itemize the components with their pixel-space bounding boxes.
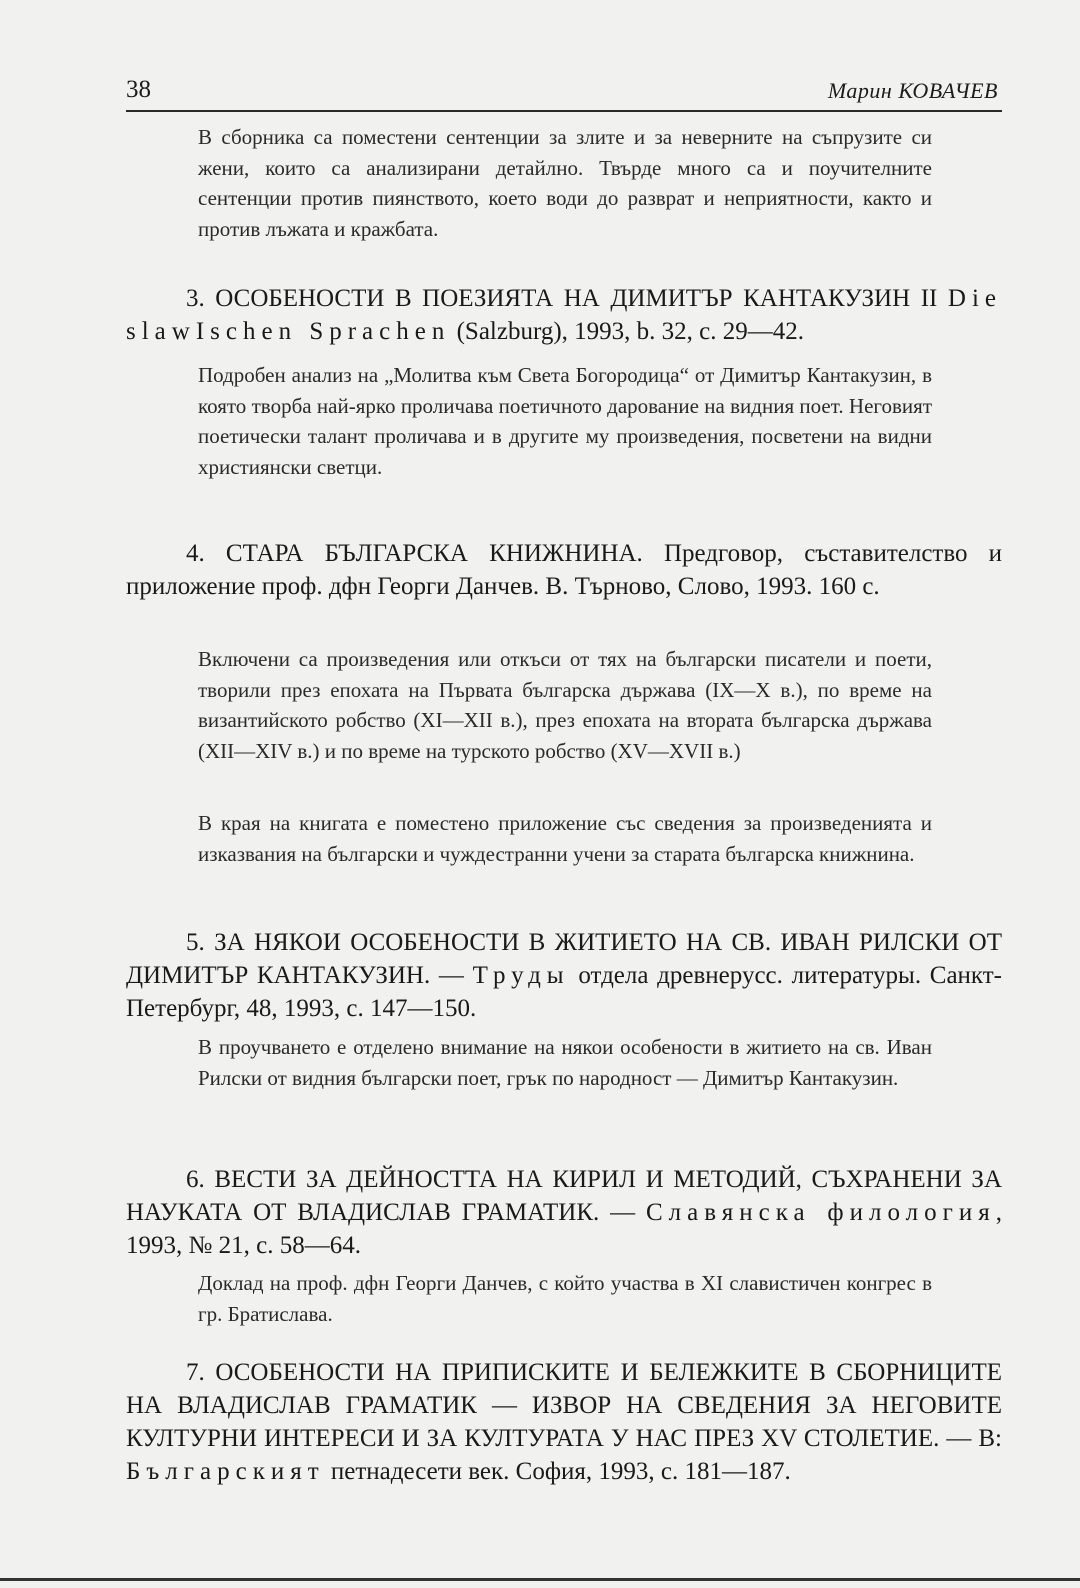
entry-6-annotation: Доклад на проф. дфн Георги Данчев, с който участва в XI славистичен конгрес в гр. Братислава. [198, 1271, 932, 1326]
entry-title: 3. ОСОБЕНОСТИ В ПОЕЗИЯТА НА ДИМИТЪР КАНТАКУЗИН II [186, 285, 938, 312]
bibliography-entry-6 [126, 1163, 1002, 1262]
entry-citation: , 1993, № 21, с. 58—64. [126, 1199, 1003, 1259]
running-head: Марин КОВАЧЕВ [827, 78, 998, 103]
entry-title: 4. СТАРА БЪЛГАРСКА КНИЖНИНА. [186, 540, 643, 567]
entry-title: 7. ОСОБЕНОСТИ НА ПРИПИСКИТЕ И БЕЛЕЖКИТЕ В СБОРНИЦИТЕ НА ВЛАДИСЛАВ ГРАМАТИК — ИЗВОР НА СВЕДЕНИЯ ЗА НЕГОВИТЕ КУЛТУРНИ ИНТЕРЕСИ И ЗА КУЛТУРАТА У НАС ПРЕЗ XV СТОЛЕТИЕ. — В: [126, 1359, 1002, 1452]
entry-citation: (Salzburg), 1993, b. 32, с. 29—42. [456, 318, 805, 345]
journal-name: Славянска филология [646, 1199, 996, 1226]
entry-5-annotation: В проучването е отделено внимание на някои особености в житието на св. Иван Рилски от видния български поет, грък по народност — Димитър Кантакузин. [198, 1035, 932, 1090]
intro-annotation: В сборника са поместени сентенции за злите и за неверните на съпрузите си жени, които са анализирани детайлно. Твърде много са и поучителните сентенции против пиянството, което води до разврат и неприятности, както и против лъжата и кражбата. [198, 125, 932, 241]
bibliography-entry-5 [126, 926, 1002, 1025]
entry-4-annotation: Включени са произведения или откъси от тях на български писатели и поети, творили през епохата на Първата българска държава (IX—X в.), по време на византийското робство (XI—XII в.), през епохата на втората българска държава (XII—XIV в.) и по време на турското робство (XV—XVII в.) [198, 647, 932, 763]
bibliography-entry-7 [126, 1356, 1002, 1488]
journal-name: Труды [472, 962, 570, 989]
page-header [126, 74, 1002, 112]
book-title: Българският [126, 1458, 325, 1485]
entry-citation: отдела древнерусс. литературы. Санкт-Петербург, 48, 1993, с. 147—150. [126, 962, 1003, 1022]
entry-title: 6. ВЕСТИ ЗА ДЕЙНОСТТА НА КИРИЛ И МЕТОДИЙ, СЪХРАНЕНИ ЗА НАУКАТА ОТ ВЛАДИСЛАВ ГРАМАТИК. — [126, 1166, 1002, 1226]
entry-title: 5. ЗА НЯКОИ ОСОБЕНОСТИ В ЖИТИЕТО НА СВ. ИВАН РИЛСКИ ОТ ДИМИТЪР КАНТАКУЗИН. — [126, 929, 1002, 989]
page-bottom-edge [0, 1578, 1080, 1581]
bibliography-entry-3 [126, 282, 1002, 348]
entry-3-annotation: Подробен анализ на „Молитва към Света Богородица“ от Димитър Кантакузин, в която творба най-ярко проличава поетичното дарование на видния поет. Неговият поетически талант проличава и в другите му произведения, посветени на видни християнски светци. [198, 363, 932, 479]
entry-citation: Предговор, съставителство и приложение проф. дфн Георги Данчев. В. Търново, Слово, 1993. 160 с. [126, 540, 1003, 600]
bibliography-entry-4 [126, 537, 1002, 603]
journal-name: Die slawIschen Sprachen [126, 285, 1003, 345]
page-number: 38 [126, 76, 151, 103]
entry-citation: петнадесети век. София, 1993, с. 181—187. [330, 1458, 791, 1485]
entry-4-annotation-2: В края на книгата е поместено приложение със сведения за произведенията и изказвания на български и чуждестранни учени за старата българска книжнина. [198, 811, 932, 866]
